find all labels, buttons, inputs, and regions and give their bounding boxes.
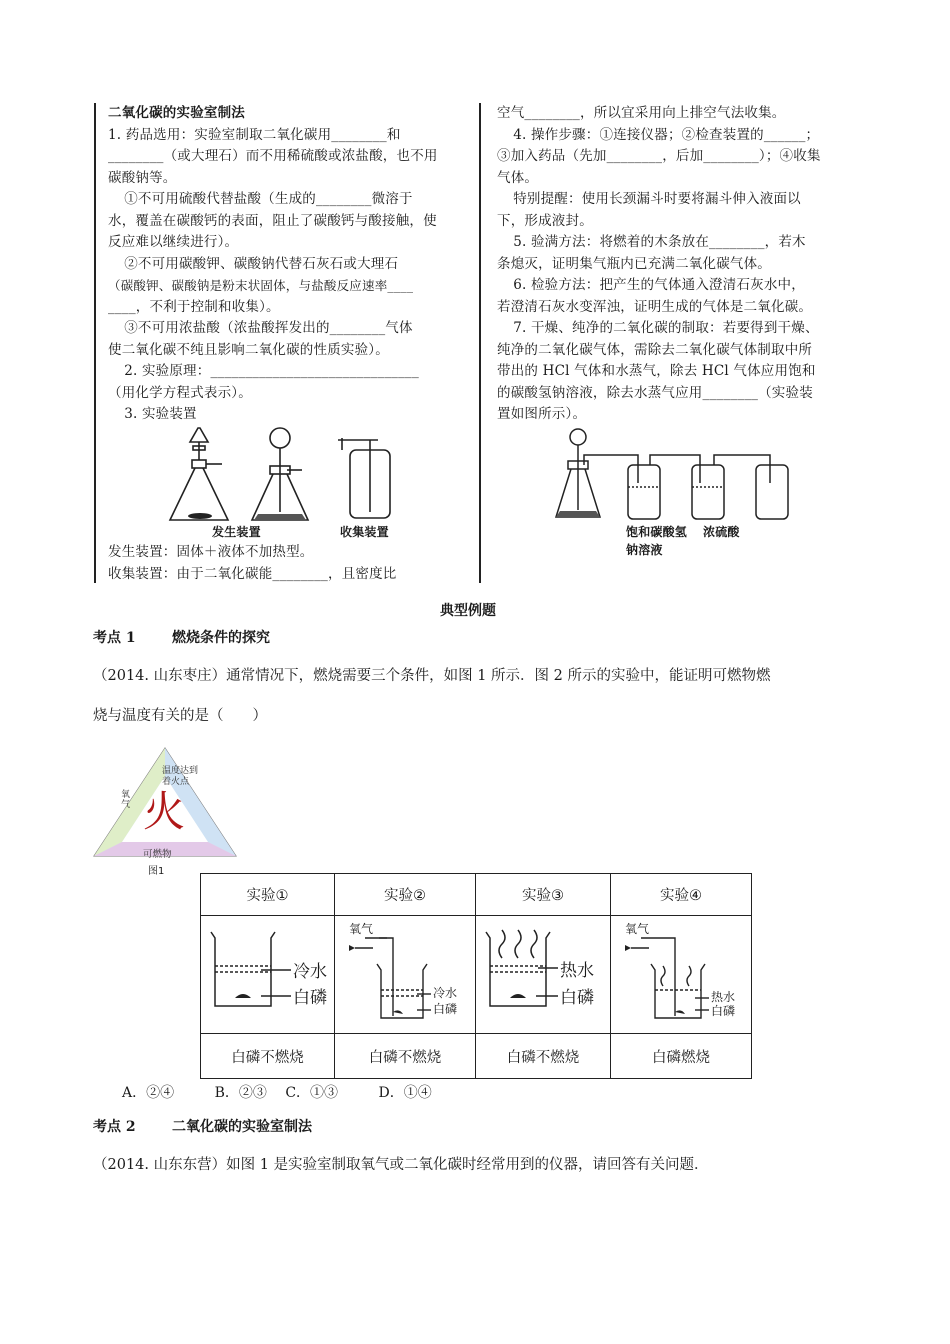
nahco3-label-1: 饱和碳酸氢 [626,525,688,539]
oxygen-label: 氧气 [349,922,374,936]
white-p-label: 白磷 [560,988,594,1008]
text-line: 4. 操作步骤：①连接仪器；②检查装置的______； [513,126,820,143]
kp1-title: 燃烧条件的探究 [172,630,270,646]
figure1-caption: 图1 [148,866,165,877]
nahco3-label-2: 钠溶液 [626,543,663,557]
text-line: 气体。 [497,169,539,186]
text-line: 空气________，所以宜采用向上排空气法收集。 [497,105,786,121]
fire-glyph: 火 [142,787,186,836]
option-a[interactable]: A．②④ [122,1085,175,1101]
text-line: 3. 实验装置 [124,406,197,422]
right-column [497,103,859,426]
text-line: ②不可用碳酸钾、碳酸钠代替石灰石或大理石 [124,255,399,272]
text-line: 使二氧化碳不纯且影响二氧化碳的性质实验）。 [108,341,389,358]
table-header: 实验④ [611,874,752,916]
text-line: 置如图所示）。 [497,406,587,422]
table-result: 白磷不燃烧 [476,1034,611,1079]
left-column-title: 二氧化碳的实验室制法 [108,105,245,121]
text-line: 7. 干燥、纯净的二氧化碳的制取：若要得到干燥、 [513,320,819,336]
text-line: 碳酸钠等。 [108,169,177,186]
experiment-2-figure [335,916,476,1034]
hot-water-label: 热水 [711,990,736,1004]
text-line: 2. 实验原理：______________________________ [124,363,419,379]
text-line: 5. 验满方法：将燃着的木条放在________，若木 [513,234,806,250]
text-line: 纯净的二氧化碳气体，需除去二氧化碳气体制取中所 [497,341,813,358]
fire-triangle-figure [92,746,238,861]
table-header: 实验① [201,874,335,916]
table-header: 实验③ [476,874,611,916]
triangle-bottom-label: 可燃物 [143,849,172,860]
text-line: 反应难以继续进行）。 [108,234,239,250]
table-header: 实验② [335,874,476,916]
text-line: 带出的 HCl 气体和水蒸气，除去 HCl 气体应用饱和 [497,363,816,379]
section-heading: 典型例题 [440,603,496,619]
text-line: ①不可用硫酸代替盐酸（生成的________微溶于 [124,191,413,207]
table-result: 白磷不燃烧 [335,1034,476,1079]
text-line: ③不可用浓盐酸（浓盐酸挥发出的________气体 [124,320,413,336]
experiment-4-figure [611,916,752,1034]
text-line: （用化学方程式表示）。 [108,384,252,401]
text-line: 特别提醒：使用长颈漏斗时要将漏斗伸入液面以 [513,191,801,207]
text-line: 6. 检验方法：把产生的气体通入澄清石灰水中， [513,277,805,293]
white-p-label: 白磷 [293,988,327,1008]
kp2-question: （2014. 山东东营）如图 1 是实验室制取氧气或二氧化碳时经常用到的仪器，请回答有关问题． [93,1157,709,1173]
answer-options [122,1082,432,1102]
option-d[interactable]: D．①④ [378,1085,432,1101]
text-line: ③加入药品（先加________，后加________）；④收集 [497,148,821,164]
text-line: 发生装置：固体＋液体不加热型。 [108,544,314,560]
kp1-label: 考点 1 [93,630,136,646]
left-column-bottom [108,542,470,585]
triangle-left-label: 氧气 [121,790,131,810]
triangle-right-label: 温度达到着火点 [162,766,199,787]
experiment-3-figure [476,916,611,1034]
table-result: 白磷不燃烧 [201,1034,335,1079]
table-result: 白磷燃烧 [611,1034,752,1079]
kp2-label: 考点 2 [93,1119,136,1135]
collector-label: 收集装置 [340,525,389,539]
text-line: 水，覆盖在碳酸钙的表面，阻止了碳酸钙与酸接触，使 [108,212,437,229]
text-line: （碳酸钾、碳酸钠是粉末状固体，与盐酸反应速率____ [108,278,414,293]
generator-label: 发生装置 [212,525,261,539]
text-line: ____，不利于控制和收集）。 [108,298,280,315]
experiment-1-figure [201,916,335,1034]
column-divider-middle [479,103,481,583]
white-p-label: 白磷 [433,1002,458,1016]
kp2-title: 二氧化碳的实验室制法 [172,1119,312,1135]
white-p-label: 白磷 [711,1004,736,1018]
cold-water-label: 冷水 [433,986,458,1000]
h2so4-label: 浓硫酸 [703,525,740,539]
purification-apparatus-figure [550,425,810,525]
experiment-table [200,873,752,1079]
kp1-question-line1: （2014. 山东枣庄）通常情况下，燃烧需要三个条件，如图 1 所示．图 2 所示的实验中，能证明可燃物燃 [93,668,771,684]
oxygen-label: 氧气 [625,922,650,936]
hot-water-label: 热水 [560,961,594,981]
left-column [108,103,470,426]
cold-water-label: 冷水 [293,962,327,982]
text-line: 的碳酸氢钠溶液，除去水蒸气应用________（实验装 [497,384,813,401]
text-line: 1. 药品选用：实验室制取二氧化碳用________和 [108,126,401,143]
text-line: ________（或大理石）而不用稀硫酸或浓盐酸，也不用 [108,148,438,164]
text-line: 若澄清石灰水变浑浊，证明生成的气体是二氧化碳。 [497,298,813,315]
kp1-question-line2: 烧与温度有关的是（ ） [93,708,267,724]
option-c[interactable]: C．①③ [285,1085,339,1101]
text-line: 下，形成液封。 [497,212,593,229]
text-line: 条熄灭，证明集气瓶内已充满二氧化碳气体。 [497,255,771,272]
column-divider-left [94,103,96,583]
option-b[interactable]: B．②③ [214,1085,267,1101]
text-line: 收集装置：由于二氧化碳能________，且密度比 [108,565,397,582]
